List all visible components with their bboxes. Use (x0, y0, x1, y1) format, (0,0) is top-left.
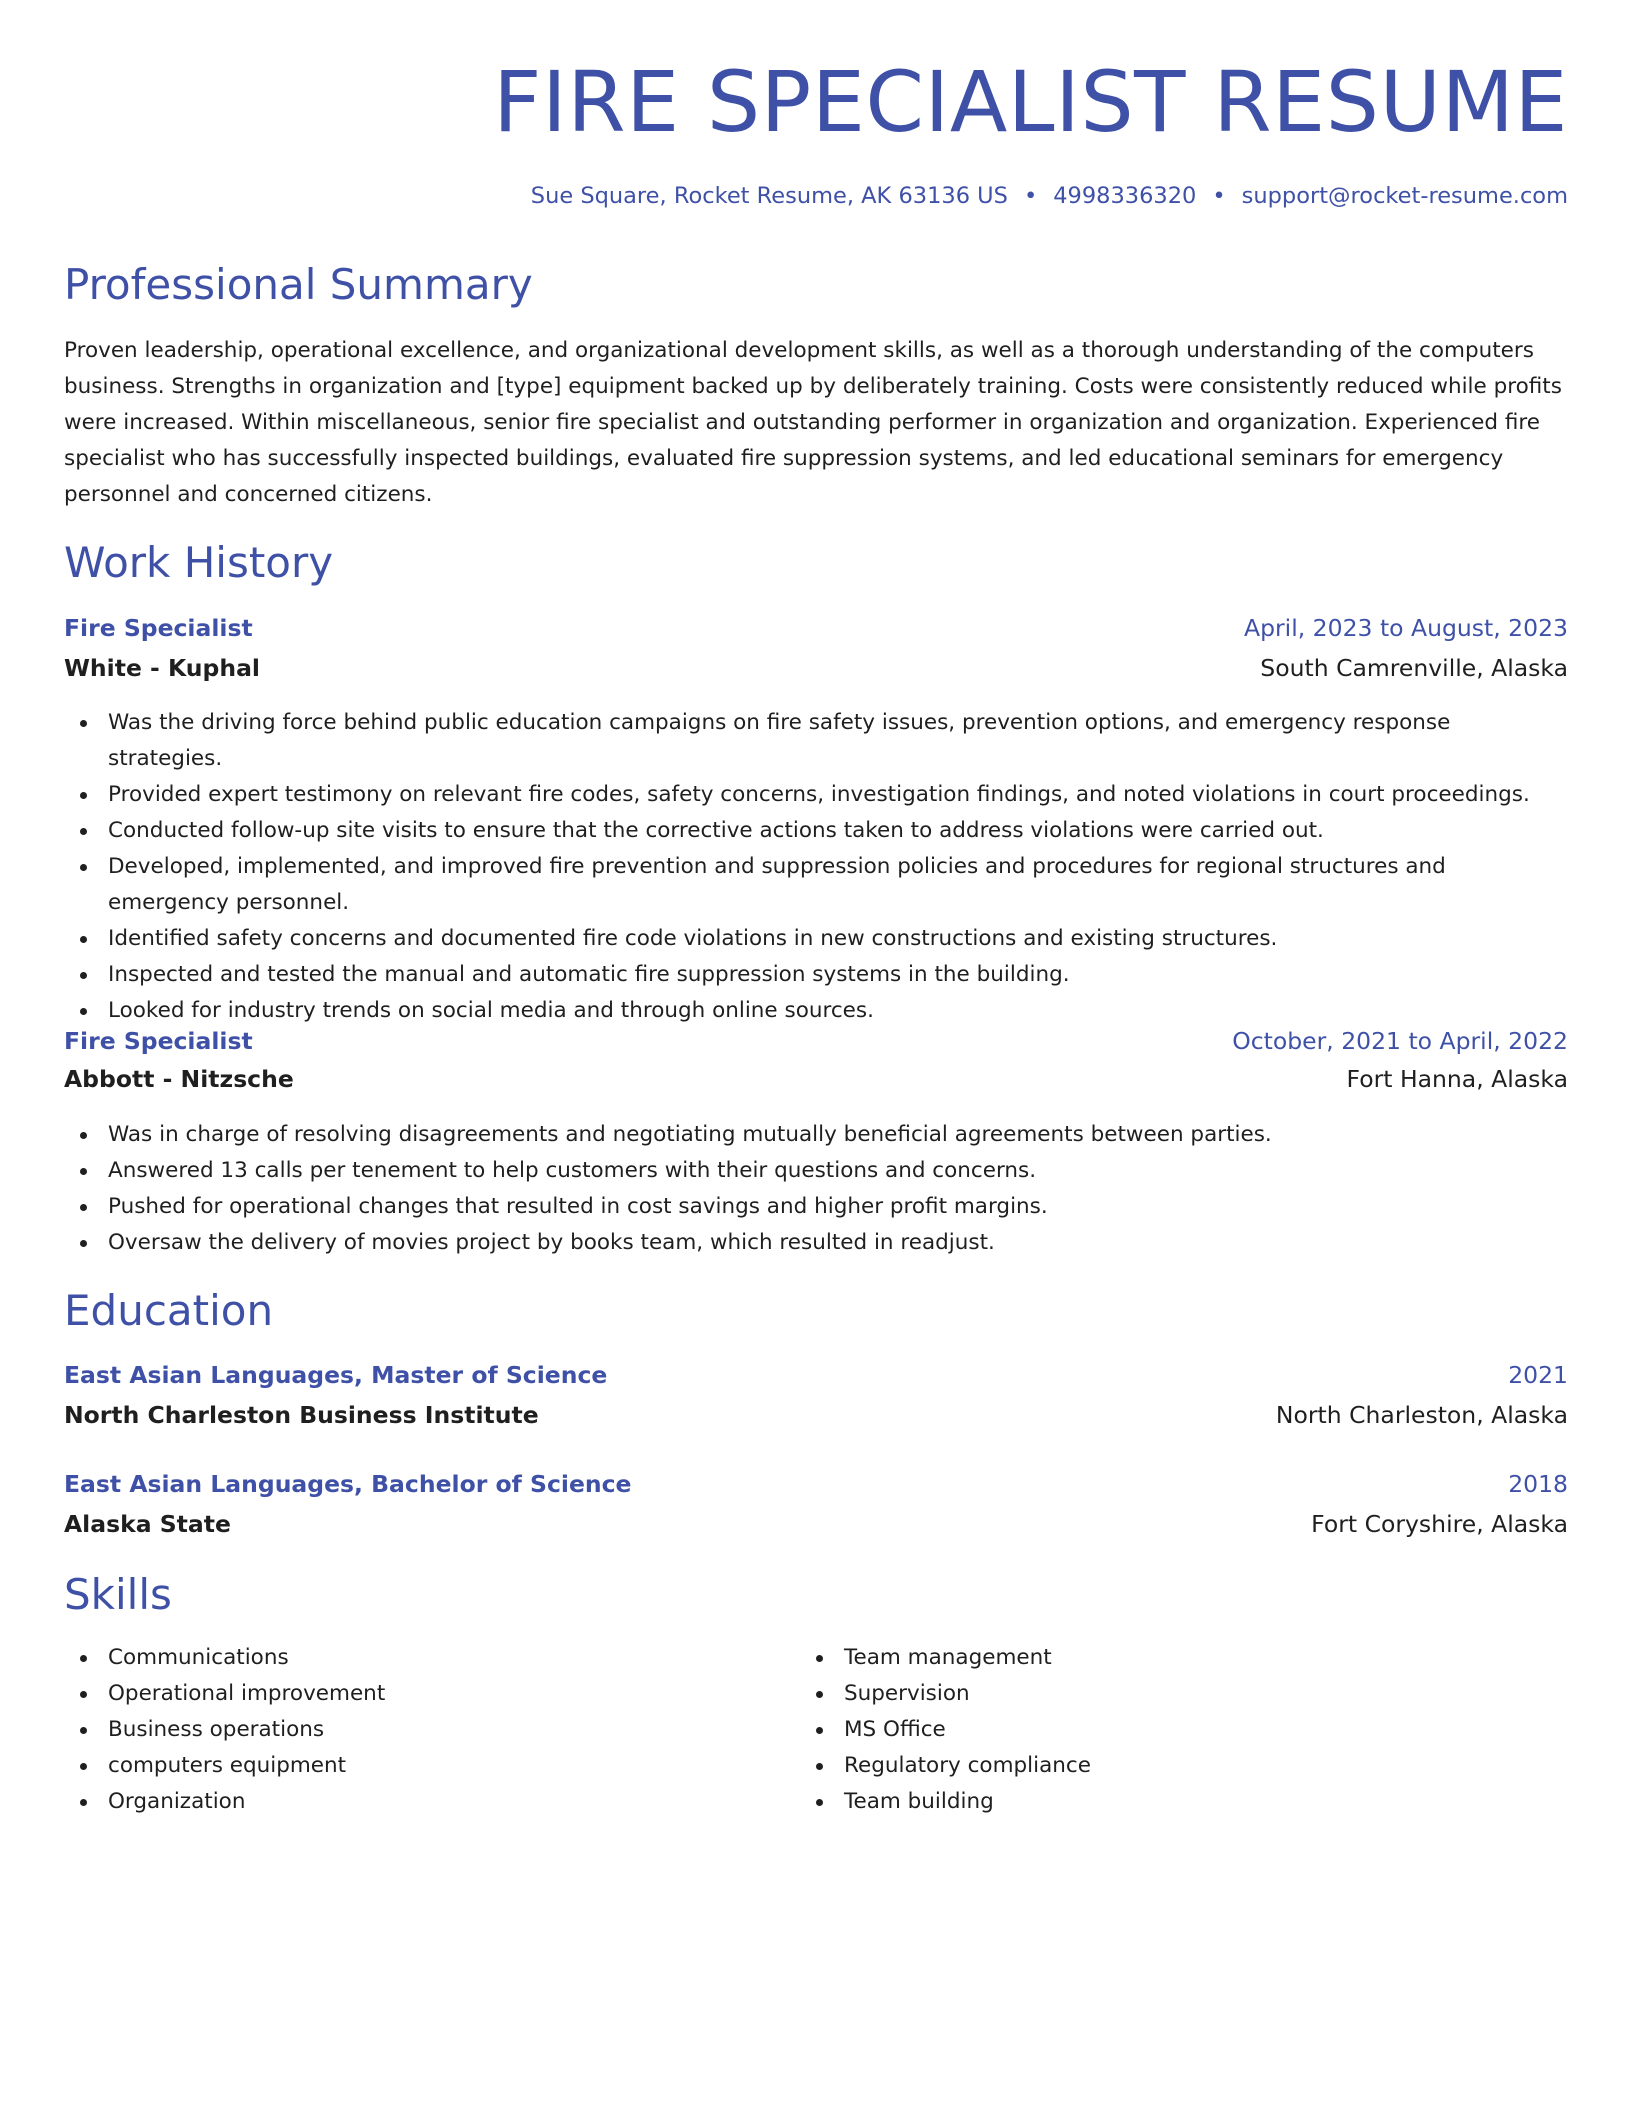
skill-item: MS Office (800, 1712, 1540, 1748)
list-item: Inspected and tested the manual and automatic fire suppression systems in the building. (64, 957, 1568, 993)
education-location: Fort Coryshire, Alaska (1311, 1510, 1568, 1538)
education-degree: East Asian Languages, Bachelor of Science (64, 1470, 632, 1498)
skills-heading: Skills (64, 1570, 172, 1619)
job-dates: April, 2023 to August, 2023 (1244, 614, 1568, 642)
job-title: Fire Specialist (64, 614, 253, 642)
education-school-row (64, 1508, 1568, 1540)
contact-email: support@rocket-resume.com (1241, 183, 1568, 209)
list-item: Provided expert testimony on relevant fire codes, safety concerns, investigation findings, and noted violations in court proceedings. (64, 777, 1568, 813)
contact-separator: • (1023, 183, 1038, 209)
skills-list-right (800, 1640, 1540, 1820)
skill-item: Team management (800, 1640, 1540, 1676)
job-company-row (64, 1063, 1568, 1095)
job-company: White - Kuphal (64, 654, 260, 682)
skill-item: Supervision (800, 1676, 1540, 1712)
list-item: Answered 13 calls per tenement to help customers with their questions and concerns. (64, 1153, 1568, 1189)
job-location: Fort Hanna, Alaska (1346, 1065, 1568, 1093)
list-item: Conducted follow-up site visits to ensure that the corrective actions taken to address violations were carried out. (64, 813, 1568, 849)
education-header-row (64, 1468, 1568, 1500)
job-bullet-list (64, 1117, 1568, 1261)
job-company: Abbott - Nitzsche (64, 1065, 294, 1093)
skill-item: Regulatory compliance (800, 1748, 1540, 1784)
education-heading: Education (64, 1286, 274, 1335)
education-year: 2018 (1508, 1470, 1568, 1498)
list-item: Looked for industry trends on social media and through online sources. (64, 993, 1568, 1029)
list-item: Was in charge of resolving disagreements and negotiating mutually beneficial agreements between parties. (64, 1117, 1568, 1153)
education-degree: East Asian Languages, Master of Science (64, 1361, 608, 1389)
education-header-row (64, 1359, 1568, 1391)
skill-item: Communications (64, 1640, 804, 1676)
education-school: Alaska State (64, 1510, 231, 1538)
education-location: North Charleston, Alaska (1275, 1401, 1568, 1429)
summary-text: Proven leadership, operational excellence, and organizational development skills, as well as a thorough understanding of the computers business. Strengths in organization and [type] equipment backed up by deliberately training. Costs were consistently reduced while profits were increased. Within miscellaneous, senior fire specialist and outstanding performer in organization and organization. Experienced fire specialist who has successfully inspected buildings, evaluated fire suppression systems, and led educational seminars for emergency personnel and concerned citizens. (64, 338, 1562, 507)
education-year: 2021 (1508, 1361, 1568, 1389)
contact-line (531, 181, 1568, 211)
resume-title: FIRE SPECIALIST RESUME (493, 53, 1568, 151)
list-item: Identified safety concerns and documented fire code violations in new constructions and existing structures. (64, 921, 1568, 957)
job-header-row (64, 612, 1568, 644)
work-history-heading: Work History (64, 538, 334, 587)
list-item: Oversaw the delivery of movies project by books team, which resulted in readjust. (64, 1225, 1568, 1261)
education-school: North Charleston Business Institute (64, 1401, 539, 1429)
skill-item: Business operations (64, 1712, 804, 1748)
summary-heading: Professional Summary (64, 260, 533, 309)
skill-item: Operational improvement (64, 1676, 804, 1712)
contact-separator: • (1212, 183, 1226, 209)
education-school-row (64, 1399, 1568, 1431)
list-item: Developed, implemented, and improved fire prevention and suppression policies and procedures for regional structures and emergency personnel. (64, 849, 1568, 921)
skill-item: computers equipment (64, 1748, 804, 1784)
job-title: Fire Specialist (64, 1027, 253, 1055)
contact-phone: 4998336320 (1053, 183, 1197, 209)
job-header-row (64, 1025, 1568, 1057)
skills-list-left (64, 1640, 804, 1820)
list-item: Pushed for operational changes that resulted in cost savings and higher profit margins. (64, 1189, 1568, 1225)
skill-item: Organization (64, 1784, 804, 1820)
job-location: South Camrenville, Alaska (1260, 654, 1568, 682)
skill-item: Team building (800, 1784, 1540, 1820)
contact-address: Sue Square, Rocket Resume, AK 63136 US (530, 183, 1008, 209)
job-dates: October, 2021 to April, 2022 (1232, 1027, 1568, 1055)
list-item: Was the driving force behind public education campaigns on fire safety issues, prevention options, and emergency response strategies. (64, 705, 1568, 777)
job-company-row (64, 652, 1568, 684)
job-bullet-list (64, 705, 1568, 1029)
